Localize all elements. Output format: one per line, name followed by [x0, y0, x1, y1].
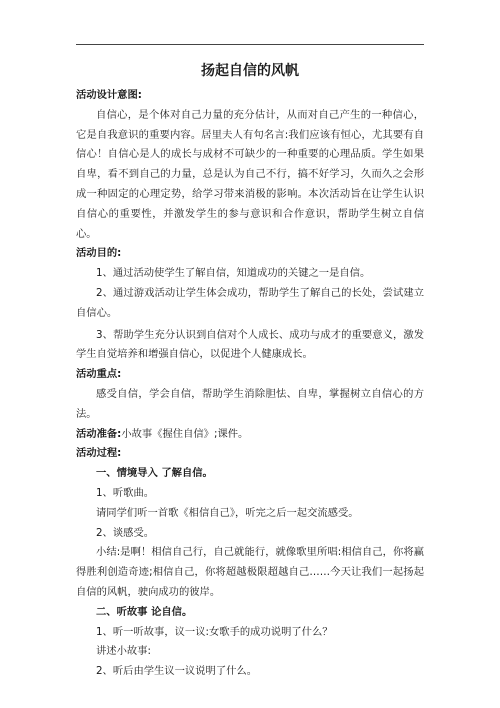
- part1-summary: 小结:是啊！相信自己行，自己就能行，就像歌里所唱:相信自己，你将赢得胜利创造奇迹;相信自己，你将超越极限超越自己……今天让我们一起扬起自信的风帆，驶向成功的彼岸。: [76, 546, 424, 598]
- part2-step2: 2、听后由学生议一议说明了什么。: [96, 665, 258, 678]
- document-title: 扬起自信的风帆: [201, 63, 299, 79]
- goal-item-1: 1、通过活动使学生了解自信，知道成功的关键之一是自信。: [96, 267, 371, 280]
- part1-step1-text: 请同学们听一首歌《相信自己》，听完之后一起交流感受。: [96, 506, 359, 519]
- design-paragraph: 自信心，是个体对自己力量的充分估计，从而对自己产生的一种信心，它是自我意识的重要内容。居里夫人有句名言:我们应该有恒心，尤其要有自信心！自信心是人的成长与成材不可缺少的一种重要的心理品质。学生如果自卑，看不到自己的力量，总是认为自己不行，搞不好学习，久而久之会形成一种固定的心理定势，给学习带来消极的影响。本次活动旨在让学生认识自信心的重要性，并激发学生的参与意识和合作意识，帮助学生树立自信心。: [76, 108, 424, 240]
- process-heading: 活动过程:: [76, 447, 122, 460]
- design-heading: 活动设计意图:: [76, 89, 142, 101]
- part1-heading: 一、情境导入 了解自信。: [96, 467, 213, 480]
- part2-step1: 1、听一听故事，议一议:女歌手的成功说明了什么？: [96, 625, 333, 638]
- prep-text: 小故事《握住自信》;课件。: [121, 427, 249, 440]
- goal-item-3: 3、帮助学生充分认识到自信对个人成长、成功与成才的重要意义，激发学生自觉培养和增强自信心，以促进个人健康成长。: [76, 328, 424, 361]
- goal-heading: 活动目的:: [76, 247, 122, 260]
- part1-step1: 1、听歌曲。: [96, 486, 155, 499]
- goal-item-2: 2、通过游戏活动让学生体会成功，帮助学生了解自己的长处，尝试建立自信心。: [76, 286, 424, 319]
- part1-step2: 2、谈感受。: [96, 526, 155, 539]
- header-rule: [76, 44, 424, 45]
- document-page: [76, 0, 424, 708]
- document-body: [76, 86, 424, 682]
- part2-step1-text: 讲述小故事:: [96, 645, 151, 658]
- key-heading: 活动重点:: [76, 368, 122, 381]
- key-paragraph: 感受自信，学会自信，帮助学生消除胆怯、自卑，掌握树立自信心的方法。: [76, 387, 424, 420]
- prep-heading: 活动准备:: [76, 427, 122, 440]
- part2-heading: 二、听故事 论自信。: [96, 605, 193, 618]
- prep-line: [76, 425, 424, 445]
